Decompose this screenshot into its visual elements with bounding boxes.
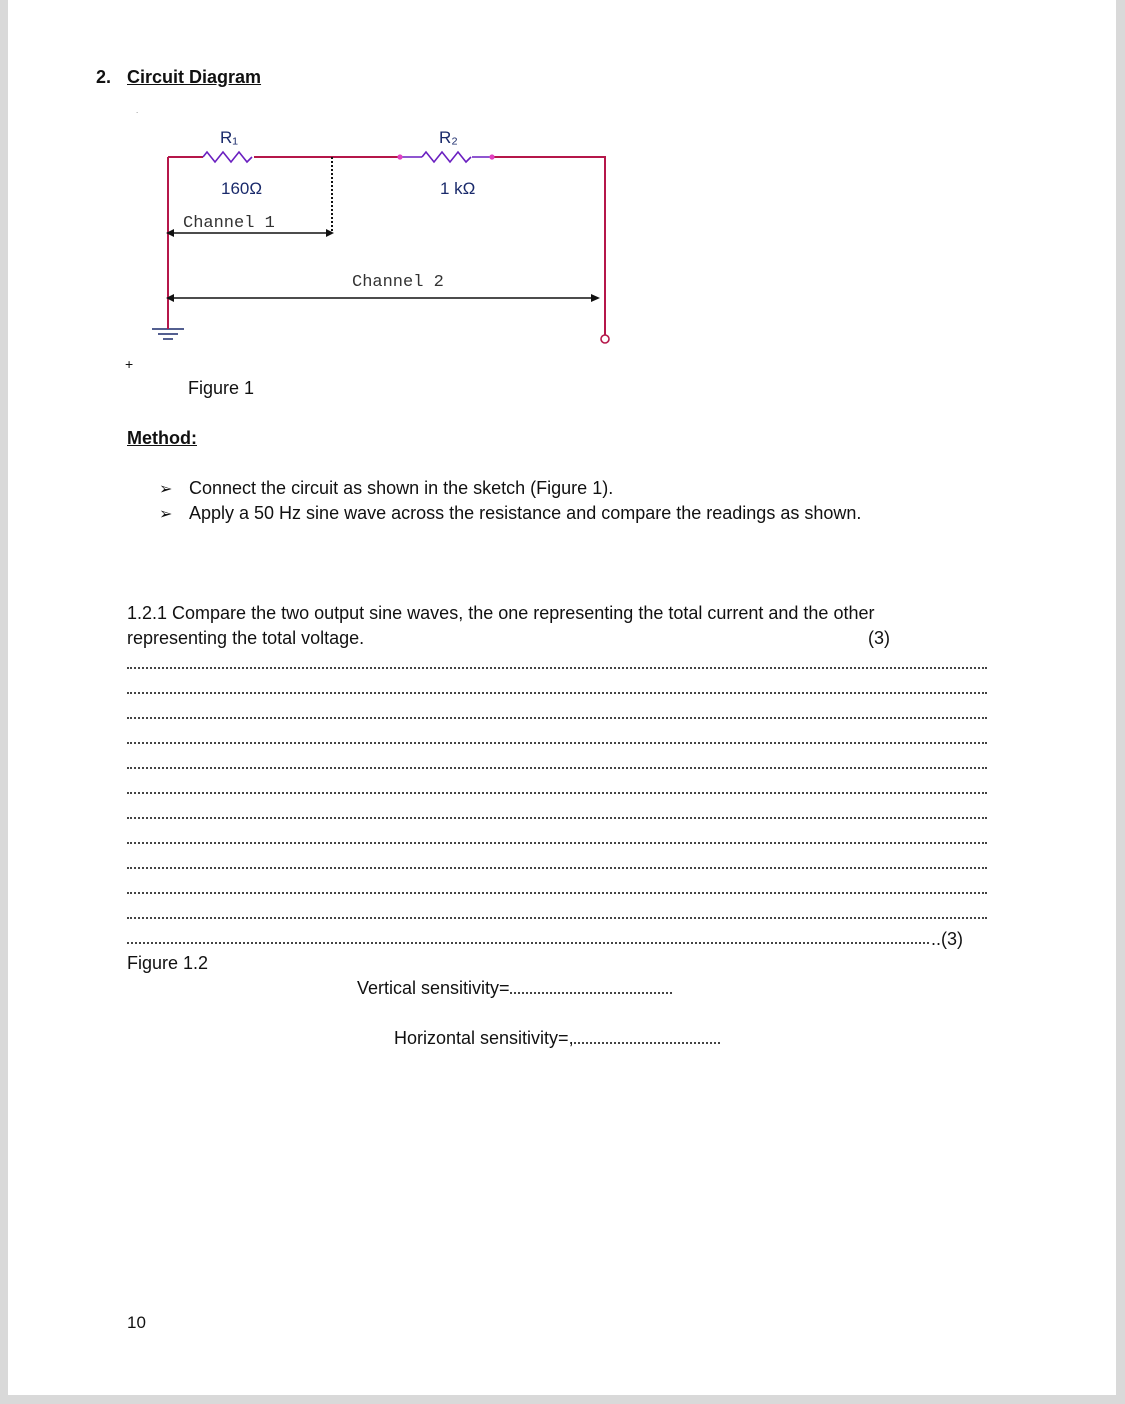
answer-line[interactable] <box>127 667 987 669</box>
vertical-sensitivity-blank[interactable] <box>510 978 672 994</box>
method-heading: Method: <box>127 428 197 448</box>
method-step-text: Apply a 50 Hz sine wave across the resistance and compare the readings as shown. <box>189 503 862 523</box>
r2-value: 1 kΩ <box>440 179 476 198</box>
stray-mark: . <box>136 106 139 115</box>
answer-line[interactable] <box>127 792 987 794</box>
node-dot-left <box>397 154 402 159</box>
horizontal-sensitivity <box>394 1028 720 1049</box>
question-text: representing the total voltage. <box>127 628 365 648</box>
arrow-bullet-icon: ➢ <box>159 481 173 498</box>
plus-sign: + <box>125 356 134 372</box>
method-step <box>159 478 613 499</box>
vertical-sensitivity <box>357 978 672 999</box>
arrow-bullet-icon: ➢ <box>159 506 173 523</box>
question-marks: (3) <box>868 628 890 648</box>
answer-line[interactable] <box>127 942 929 944</box>
terminal-icon <box>601 335 609 343</box>
answer-line[interactable] <box>127 817 987 819</box>
r2-resistor-icon <box>422 152 471 162</box>
horizontal-sensitivity-blank[interactable] <box>574 1028 720 1044</box>
answer-marks: ..(3) <box>931 929 964 949</box>
answer-line[interactable] <box>127 892 987 894</box>
answer-line[interactable] <box>127 917 987 919</box>
channel2-label: Channel 2 <box>352 273 444 292</box>
answer-line[interactable] <box>127 842 987 844</box>
answer-line[interactable] <box>127 717 987 719</box>
section-number: 2. <box>96 67 112 87</box>
ground-icon <box>152 323 184 339</box>
answer-line[interactable] <box>127 742 987 744</box>
answer-line[interactable] <box>127 767 987 769</box>
vertical-sensitivity-label: Vertical sensitivity= <box>357 978 510 998</box>
r1-label: R₁ <box>220 128 239 147</box>
answer-line[interactable] <box>127 867 987 869</box>
section-title: Circuit Diagram <box>127 67 262 87</box>
circuit-diagram <box>120 115 640 355</box>
figure1-caption: Figure 1 <box>188 378 255 398</box>
figure12-caption: Figure 1.2 <box>127 953 209 973</box>
horizontal-sensitivity-label: Horizontal sensitivity=, <box>394 1028 574 1048</box>
r1-resistor-icon <box>203 152 252 162</box>
arrowhead-right-icon <box>591 294 600 302</box>
top-wire-right <box>492 157 605 335</box>
method-step <box>159 503 861 524</box>
channel1-label: Channel 1 <box>183 214 275 233</box>
r1-value: 160Ω <box>221 179 263 198</box>
page-number: 10 <box>127 1313 146 1332</box>
r2-label: R₂ <box>439 128 458 147</box>
method-step-text: Connect the circuit as shown in the sketch (Figure 1). <box>189 478 614 498</box>
question-text: 1.2.1 Compare the two output sine waves, the one representing the total current and the other <box>127 603 875 623</box>
answer-line[interactable] <box>127 692 987 694</box>
node-dot-right <box>489 154 494 159</box>
